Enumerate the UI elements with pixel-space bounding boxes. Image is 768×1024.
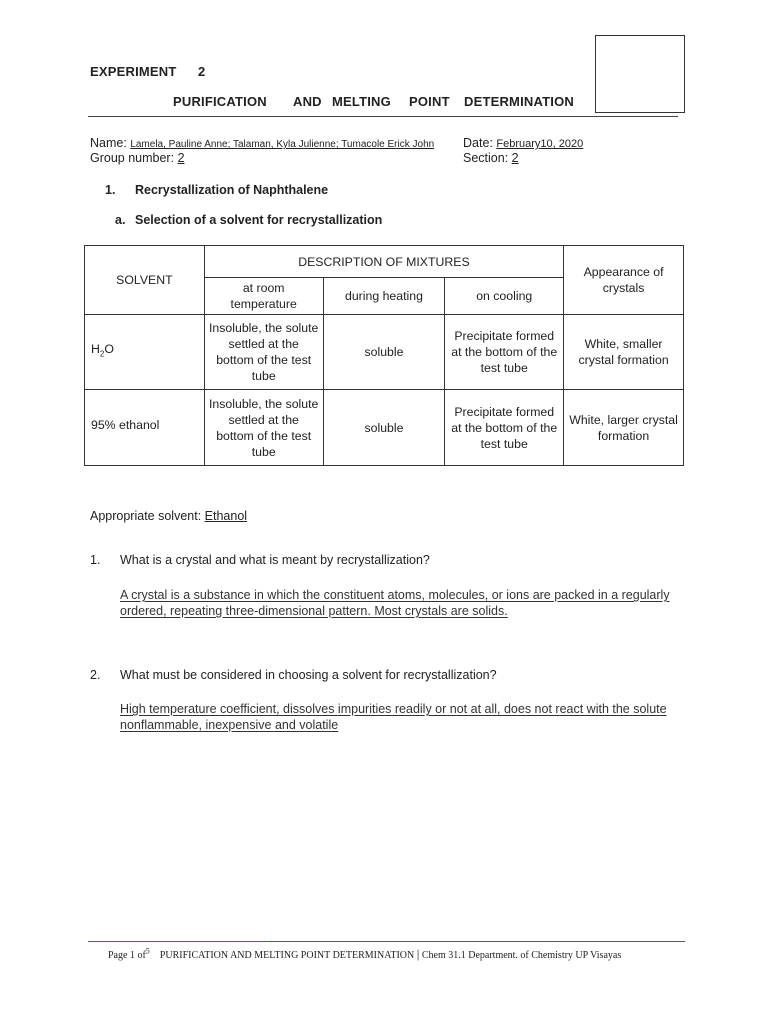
date-value: February10, 2020 (496, 138, 584, 150)
heating-header: during heating (323, 278, 445, 315)
room-temp-header: at room temperature (204, 278, 323, 315)
table-row (85, 315, 684, 390)
description-header: DESCRIPTION OF MIXTURES (204, 246, 563, 278)
date-row (463, 136, 583, 150)
page-indicator: Page 1 of (108, 950, 146, 961)
name-value: Lamela, Pauline Anne; Talaman, Kyla Julienne; Tumacole Erick John (130, 139, 435, 150)
footer-title: PURIFICATION AND MELTING POINT DETERMINATION (159, 950, 415, 961)
name-row (90, 136, 434, 150)
section-value: 2 (511, 151, 519, 165)
title-word-2: AND (293, 94, 322, 109)
date-label: Date: (463, 136, 493, 150)
experiment-number: 2 (198, 64, 206, 79)
footer-separator: | (416, 946, 420, 961)
group-row (90, 151, 185, 165)
answer-line: High temperature coefficient, dissolves impurities readily or not at all, does not react with the solute (120, 702, 667, 716)
footer (108, 946, 621, 962)
answer-line: A crystal is a substance in which the constituent atoms, molecules, or ions are packed in a regularly (120, 588, 670, 602)
appropriate-solvent-label: Appropriate solvent: (90, 509, 202, 523)
cooling-cell: Precipitate formed at the bottom of the test tube (445, 315, 564, 390)
solvent-header: SOLVENT (85, 246, 205, 315)
name-label: Name: (90, 136, 127, 150)
question-number: 1. (90, 553, 101, 567)
answer-line: nonflammable, inexpensive and volatile (120, 718, 339, 732)
total-pages: 5 (145, 946, 150, 956)
section-title: Recrystallization of Naphthalene (135, 183, 329, 197)
header-rule (88, 116, 678, 117)
answer-line: ordered, repeating three-dimensional pattern. Most crystals are solids. (120, 604, 508, 618)
title-word-1: PURIFICATION (173, 94, 267, 109)
cooling-cell: Precipitate formed at the bottom of the test tube (445, 390, 564, 466)
appearance-header: Appearance of crystals (564, 246, 684, 315)
appropriate-solvent-row (90, 509, 247, 523)
subsection-title: Selection of a solvent for recrystallization (135, 213, 383, 227)
section-label: Section: (463, 151, 509, 165)
appropriate-solvent-value: Ethanol (204, 509, 248, 523)
experiment-label: EXPERIMENT (90, 64, 177, 79)
heating-cell: soluble (323, 315, 445, 390)
question-text: What is a crystal and what is meant by recrystallization? (120, 553, 430, 567)
section-number: 1. (105, 183, 116, 197)
footer-rule (268, 941, 685, 942)
table-row (85, 390, 684, 466)
question-number: 2. (90, 668, 101, 682)
solvent-cell: $H_2O$ (85, 315, 205, 390)
footer-rule-accent (88, 941, 268, 942)
group-label: Group number: (90, 151, 175, 165)
grade-box (595, 35, 685, 113)
room-temp-cell: Insoluble, the solute settled at the bottom of the test tube (204, 315, 323, 390)
group-value: 2 (177, 151, 185, 165)
heating-cell: soluble (323, 390, 445, 466)
title-word-3: MELTING (332, 94, 391, 109)
appearance-cell: White, smaller crystal formation (564, 315, 684, 390)
room-temp-cell: Insoluble, the solute settled at the bottom of the test tube (204, 390, 323, 466)
appearance-cell: White, larger crystal formation (564, 390, 684, 466)
footer-course: Chem 31.1 Department. of Chemistry UP Visayas (421, 950, 622, 961)
section-row (463, 151, 519, 165)
cooling-header: on cooling (445, 278, 564, 315)
solvent-cell: 95% ethanol (85, 390, 205, 466)
title-word-5: DETERMINATION (464, 94, 574, 109)
subsection-letter: a. (115, 213, 126, 227)
title-word-4: POINT (409, 94, 450, 109)
question-text: What must be considered in choosing a solvent for recrystallization? (120, 668, 497, 682)
solvent-table (84, 245, 684, 466)
